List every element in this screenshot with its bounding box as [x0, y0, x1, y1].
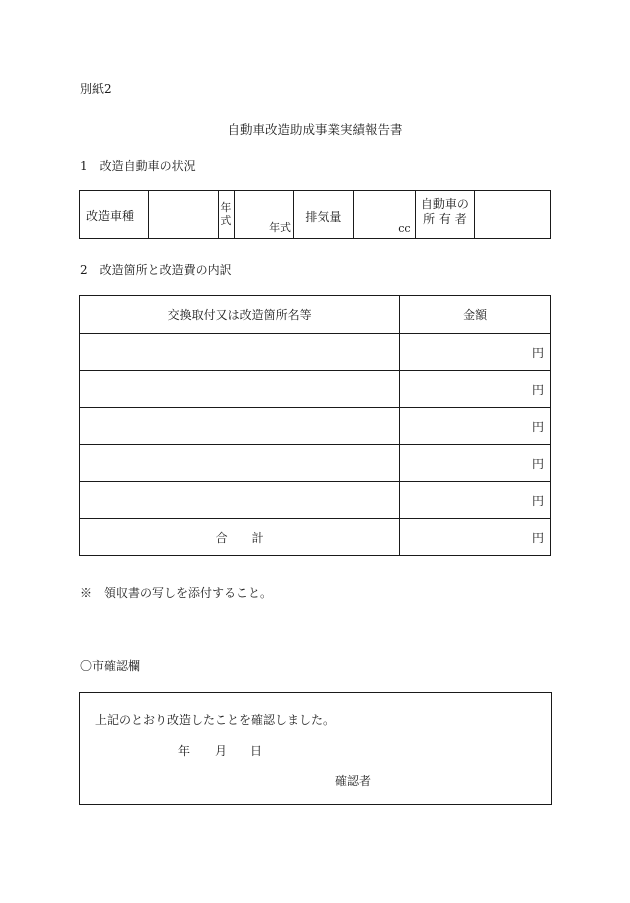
model-year-label: 年 式: [220, 201, 232, 227]
document-title: 自動車改造助成事業実績報告書: [227, 122, 403, 137]
amount-cell[interactable]: 円: [400, 445, 551, 482]
amount-cell[interactable]: 円: [400, 408, 551, 445]
section2-heading: 2 改造箇所と改造費の内訳: [80, 263, 232, 277]
item-cell[interactable]: [80, 408, 400, 445]
item-cell[interactable]: [80, 482, 400, 519]
model-year-label-cell: [219, 191, 235, 239]
item-cell[interactable]: [80, 445, 400, 482]
table-row: [80, 482, 551, 519]
section1-heading: 1 改造自動車の状況: [80, 159, 196, 173]
confirmer-label: 確認者: [335, 774, 372, 788]
displacement-label: 排気量: [305, 210, 342, 224]
total-label: 合 計: [80, 519, 400, 556]
amount-cell[interactable]: 円: [400, 482, 551, 519]
displacement-unit: cc: [398, 222, 411, 235]
owner-value-cell[interactable]: [475, 191, 551, 239]
date-day-label: 日: [250, 744, 263, 758]
displacement-value-cell[interactable]: [353, 191, 415, 239]
date-month-label: 月: [215, 744, 228, 758]
total-row: [80, 519, 551, 556]
receipt-note: ※ 領収書の写しを添付すること。: [80, 586, 273, 600]
amount-cell[interactable]: 円: [400, 371, 551, 408]
amount-cell[interactable]: 円: [400, 334, 551, 371]
table-row: [80, 371, 551, 408]
col-amount-header: 金額: [400, 296, 551, 334]
col-item-header: 交換取付又は改造箇所名等: [80, 296, 400, 334]
item-cell[interactable]: [80, 371, 400, 408]
model-year-value-cell[interactable]: [235, 191, 294, 239]
vehicle-status-table: [79, 190, 551, 239]
total-amount-cell[interactable]: 円: [400, 519, 551, 556]
table-row: [80, 408, 551, 445]
date-year-label: 年: [178, 744, 191, 758]
vehicle-type-value-cell[interactable]: [148, 191, 219, 239]
vehicle-type-label-cell: [80, 191, 149, 239]
attachment-label: 別紙2: [80, 82, 112, 96]
model-year-suffix: 年式: [269, 221, 292, 234]
vehicle-type-label: 改造車種: [86, 209, 135, 223]
cost-breakdown-table: [79, 295, 551, 556]
owner-label-cell: [415, 191, 475, 239]
confirm-statement: 上記のとおり改造したことを確認しました。: [95, 713, 336, 727]
displacement-label-cell: [294, 191, 354, 239]
city-confirm-box: [79, 692, 552, 805]
table-row: [80, 445, 551, 482]
city-confirm-heading: 〇市確認欄: [80, 659, 141, 673]
owner-label: 自動車の 所 有 者: [420, 197, 469, 226]
item-cell[interactable]: [80, 334, 400, 371]
table-row: [80, 334, 551, 371]
